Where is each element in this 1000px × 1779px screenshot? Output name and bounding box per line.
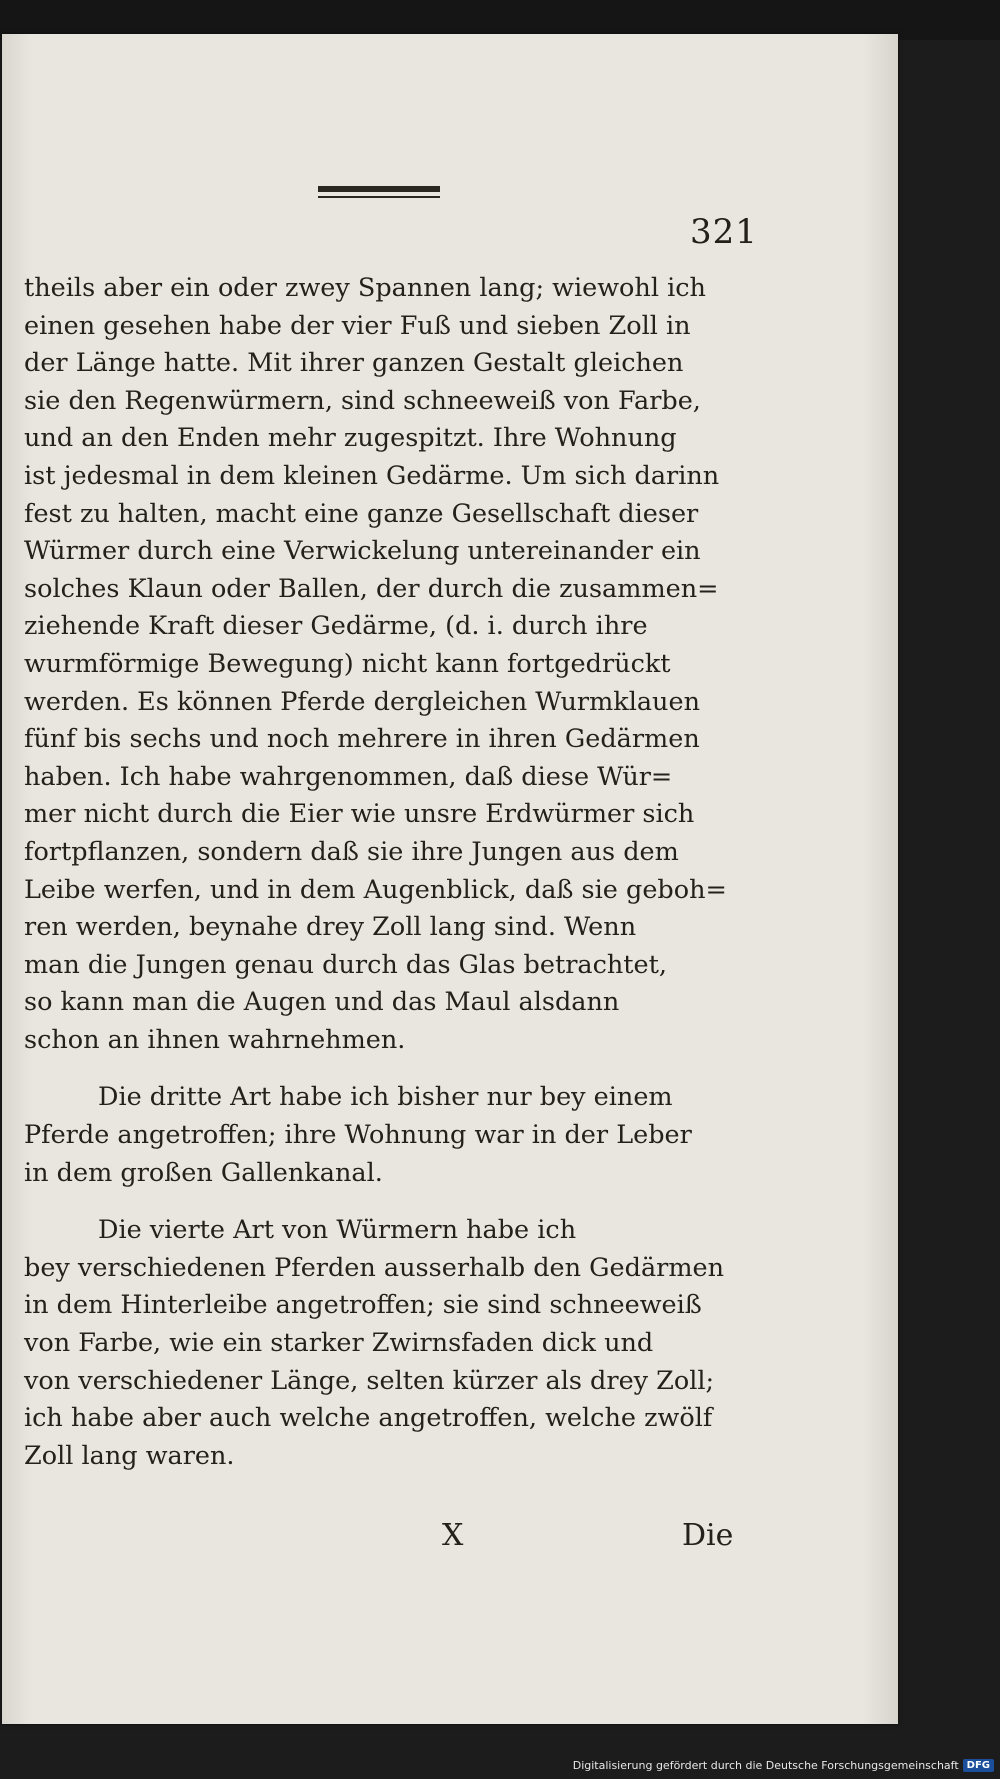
text-line: und an den Enden mehr zugespitzt. Ihre Wohnung — [24, 423, 677, 454]
page-number: 321 — [690, 212, 758, 252]
text-line: Pferde angetroffen; ihre Wohnung war in der Leber — [24, 1120, 692, 1151]
text-line: haben. Ich habe wahrgenommen, daß diese Wür= — [24, 761, 673, 792]
text-line: wurmförmige Bewegung) nicht kann fortgedrückt — [24, 648, 671, 679]
text-line: Leibe werfen, und in dem Augenblick, daß sie geboh= — [24, 874, 727, 905]
text-line: fünf bis sechs und noch mehrere in ihren Gedärmen — [24, 724, 700, 755]
text-line: Die dritte Art habe ich bisher nur bey einem — [98, 1082, 673, 1113]
text-line: Würmer durch eine Verwickelung untereinander ein — [24, 536, 701, 567]
paragraph-gap — [24, 1192, 754, 1212]
text-line: Zoll lang waren. — [24, 1440, 235, 1471]
body-text — [24, 270, 754, 1475]
text-line: einen gesehen habe der vier Fuß und sieben Zoll in — [24, 310, 691, 341]
catchword: Die — [682, 1518, 734, 1553]
text-line: von verschiedener Länge, selten kürzer als drey Zoll; — [24, 1365, 715, 1396]
dfg-logo: DFG — [963, 1759, 994, 1772]
funding-attribution[interactable] — [573, 1755, 994, 1775]
text-line: in dem Hinterleibe angetroffen; sie sind schneeweiß — [24, 1290, 702, 1321]
text-line: mer nicht durch die Eier wie unsre Erdwürmer sich — [24, 799, 695, 830]
text-line: fortpflanzen, sondern daß sie ihre Jungen aus dem — [24, 836, 679, 867]
book-page — [2, 34, 898, 1724]
ornament-thick-line — [318, 186, 440, 192]
text-line: ren werden, beynahe drey Zoll lang sind. Wenn — [24, 912, 637, 943]
text-line: von Farbe, wie ein starker Zwirnsfaden dick und — [24, 1328, 654, 1359]
text-line: man die Jungen genau durch das Glas betrachtet, — [24, 949, 668, 980]
text-line: solches Klaun oder Ballen, der durch die zusammen= — [24, 573, 719, 604]
text-line: in dem großen Gallenkanal. — [24, 1157, 383, 1188]
text-line: sie den Regenwürmern, sind schneeweiß von Farbe, — [24, 385, 701, 416]
text-line: theils aber ein oder zwey Spannen lang; wiewohl ich — [24, 273, 706, 303]
text-line: fest zu halten, macht eine ganze Gesellschaft dieser — [24, 498, 699, 529]
text-line: ich habe aber auch welche angetroffen, welche zwölf — [24, 1403, 713, 1434]
text-line: ziehende Kraft dieser Gedärme, (d. i. durch ihre — [24, 611, 648, 642]
paragraph-gap — [24, 1059, 754, 1079]
attribution-text: Digitalisierung gefördert durch die Deutsche Forschungsgemeinschaft — [572, 1758, 959, 1772]
text-line: schon an ihnen wahrnehmen. — [24, 1024, 406, 1055]
text-line: Die vierte Art von Würmern habe ich — [98, 1215, 577, 1246]
header-ornament-rule — [318, 184, 440, 200]
text-line: so kann man die Augen und das Maul alsdann — [24, 987, 620, 1018]
text-line: bey verschiedenen Pferden ausserhalb den Gedärmen — [24, 1252, 725, 1283]
text-line: werden. Es können Pferde dergleichen Wurmklauen — [24, 686, 700, 717]
signature-mark: X — [442, 1518, 464, 1553]
text-line: der Länge hatte. Mit ihrer ganzen Gestalt gleichen — [24, 348, 684, 379]
text-line: ist jedesmal in dem kleinen Gedärme. Um sich darinn — [24, 460, 720, 491]
ornament-thin-line — [318, 196, 440, 198]
